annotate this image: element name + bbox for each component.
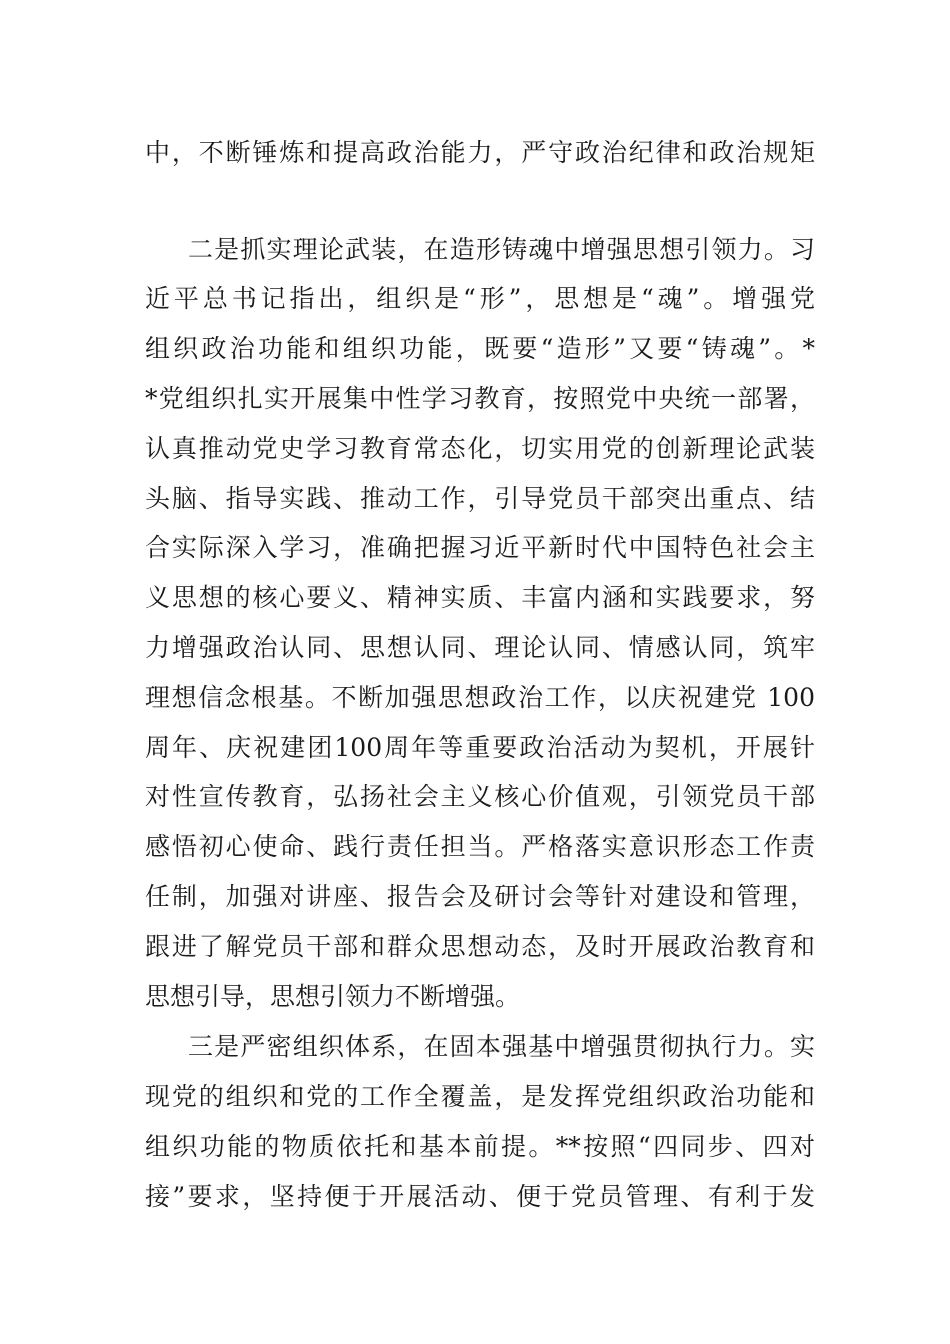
- paragraph-line: 组织功能的物质依托和基本前提。**按照“四同步、四对: [145, 1132, 815, 1161]
- paragraph-line: 现党的组织和党的工作全覆盖，是发挥党组织政治功能和: [145, 1082, 815, 1111]
- paragraph-line: 中，不断锤炼和提高政治能力，严守政治纪律和政治规矩: [145, 138, 815, 167]
- paragraph-line: 合实际深入学习，准确把握习近平新时代中国特色社会主: [145, 533, 815, 562]
- paragraph-line: 认真推动党史学习教育常态化，切实用党的创新理论武装: [145, 434, 815, 463]
- paragraph-line: 力增强政治认同、思想认同、理论认同、情感认同，筑牢: [145, 633, 815, 662]
- paragraph-line: 组织政治功能和组织功能，既要“造形”又要“铸魂”。*: [145, 334, 815, 363]
- paragraph-line: 感悟初心使命、践行责任担当。严格落实意识形态工作责: [145, 832, 815, 861]
- paragraph-line: 近平总书记指出，组织是“形”，思想是“魂”。增强党: [145, 284, 815, 313]
- paragraph-line: 义思想的核心要义、精神实质、丰富内涵和实践要求，努: [145, 583, 815, 612]
- paragraph-line: 任制，加强对讲座、报告会及研讨会等针对建设和管理，: [145, 882, 815, 911]
- paragraph-line: 接”要求，坚持便于开展活动、便于党员管理、有利于发: [145, 1182, 815, 1211]
- paragraph-line: 三是严密组织体系，在固本强基中增强贯彻执行力。实: [188, 1032, 815, 1061]
- paragraph-line: *党组织扎实开展集中性学习教育，按照党中央统一部署，: [145, 384, 815, 413]
- paragraph-line: 二是抓实理论武装，在造形铸魂中增强思想引领力。习: [188, 235, 815, 264]
- paragraph-line: 思想引导，思想引领力不断增强。: [145, 982, 521, 1011]
- paragraph-line: 跟进了解党员干部和群众思想动态，及时开展政治教育和: [145, 932, 815, 961]
- paragraph-line: 理想信念根基。不断加强思想政治工作，以庆祝建党 100: [145, 683, 815, 712]
- paragraph-line: 头脑、指导实践、推动工作，引导党员干部突出重点、结: [145, 484, 815, 513]
- paragraph-line: 对性宣传教育，弘扬社会主义核心价值观，引领党员干部: [145, 782, 815, 811]
- paragraph-line: 周年、庆祝建团100周年等重要政治活动为契机，开展针: [145, 733, 815, 762]
